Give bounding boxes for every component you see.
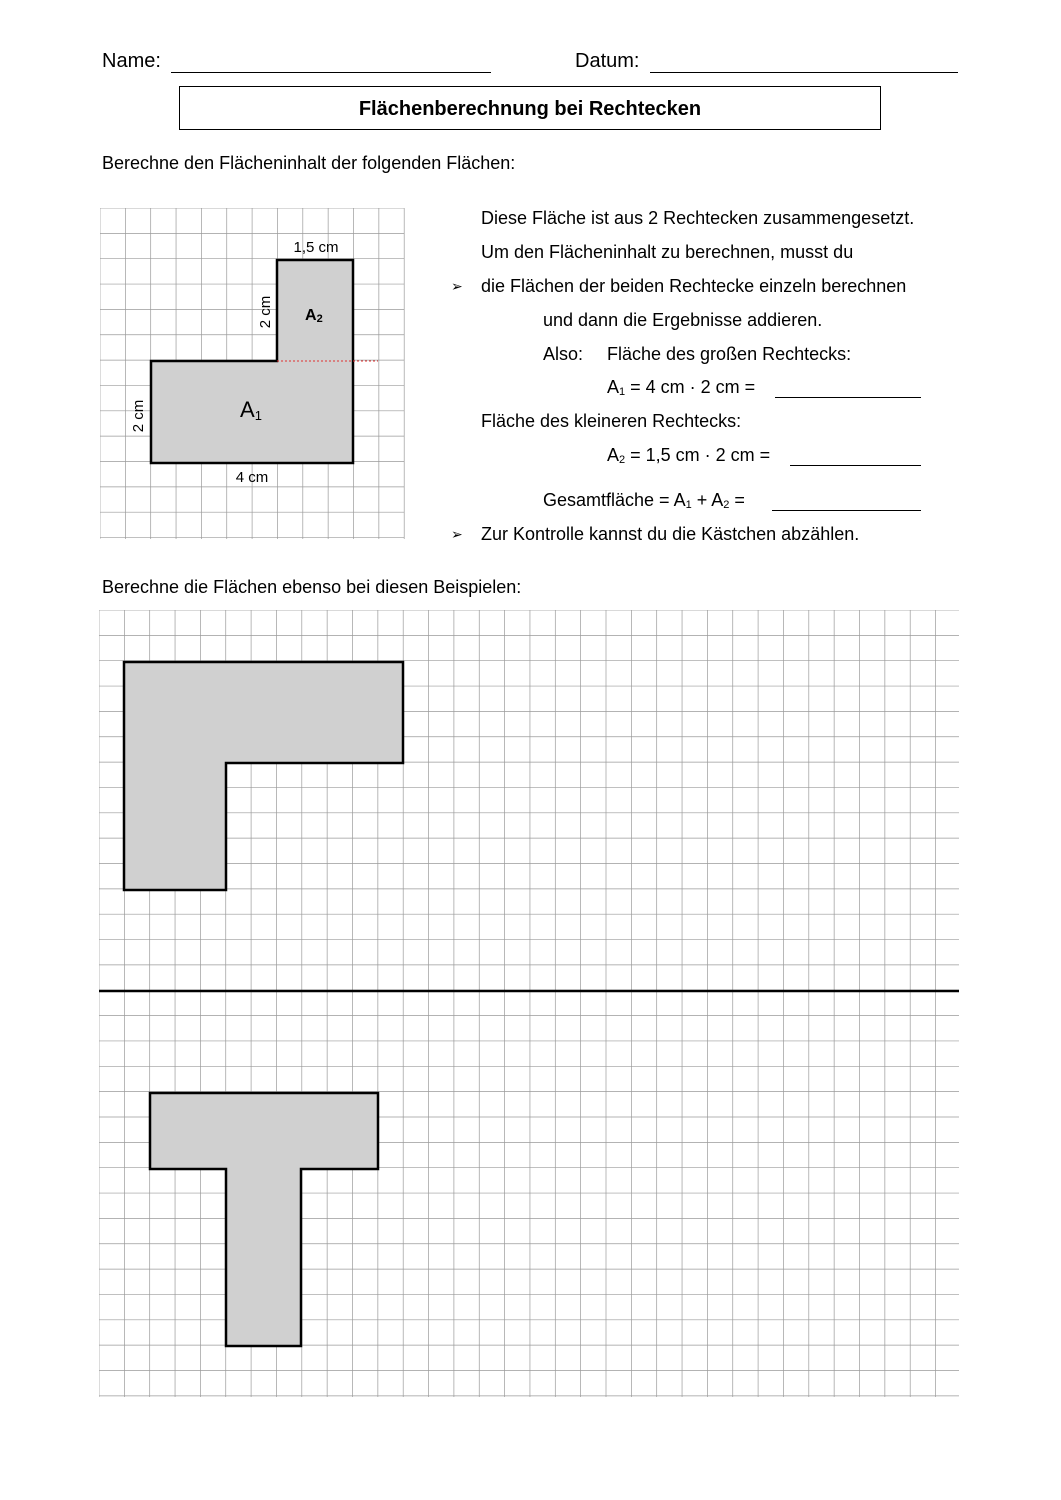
exercise-shape-t bbox=[150, 1093, 378, 1346]
a1-formula: $A_1 = 4$ cm · 2 cm = bbox=[607, 377, 756, 398]
name-field[interactable] bbox=[171, 72, 491, 73]
bullet-arrow-icon: ➢ bbox=[451, 278, 463, 294]
exercise-shape-l bbox=[124, 662, 403, 890]
bullet-arrow-icon: ➢ bbox=[451, 526, 463, 542]
date-label: Datum: bbox=[575, 50, 640, 72]
name-label: Name: bbox=[102, 50, 161, 72]
label-a1: A1 bbox=[240, 397, 262, 423]
explanation-bullet-2: Zur Kontrolle kannst du die Kästchen abzählen. bbox=[481, 524, 860, 544]
also-label: Also: bbox=[543, 344, 584, 364]
a2-answer-field[interactable] bbox=[790, 465, 921, 466]
instruction-2: Berechne die Flächen ebenso bei diesen Beispielen: bbox=[102, 577, 522, 597]
explanation-line-2: Um den Flächeninhalt zu berechnen, musst du bbox=[481, 242, 854, 262]
intro-text: Berechne den Flächeninhalt der folgenden Flächen: bbox=[102, 153, 516, 173]
label-a2: A2 bbox=[305, 307, 323, 325]
label-a1-width: 4 cm bbox=[235, 469, 269, 486]
big-rect-label: Fläche des großen Rechtecks: bbox=[607, 344, 852, 364]
total-formula: Gesamtfläche = $A_1 + A_2$ = bbox=[543, 490, 745, 511]
a2-formula: $A_2 = 1,5$ cm · 2 cm = bbox=[607, 445, 771, 466]
explanation-bullet-1: die Flächen der beiden Rechtecke einzeln berechnen bbox=[481, 276, 907, 296]
explanation-line-1: Diese Fläche ist aus 2 Rechtecken zusammengesetzt. bbox=[481, 208, 915, 228]
date-field[interactable] bbox=[650, 72, 958, 73]
total-answer-field[interactable] bbox=[772, 510, 921, 511]
exercise-grid-area bbox=[99, 610, 961, 1398]
label-a2-height: 2 cm bbox=[257, 295, 274, 329]
small-rect-label: Fläche des kleineren Rechtecks: bbox=[481, 411, 742, 431]
page-title: Flächenberechnung bei Rechtecken bbox=[179, 86, 881, 130]
label-a1-height: 2 cm bbox=[130, 399, 147, 433]
a1-answer-field[interactable] bbox=[775, 397, 921, 398]
example-figure bbox=[100, 208, 406, 540]
label-top-width: 1,5 cm bbox=[293, 239, 339, 256]
explanation-line-3: und dann die Ergebnisse addieren. bbox=[543, 310, 823, 330]
